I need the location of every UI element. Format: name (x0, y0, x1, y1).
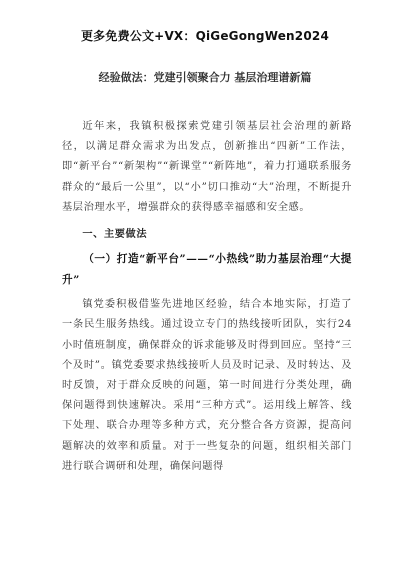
subsection-paragraph-new-platform: 镇党委积极借鉴先进地区经验，结合本地实际，打造了一条民生服务热线。通过设立专门的热线接听团队，实行24小时值班制度，确保群众的诉求能够及时得到回应。坚持“三个及时”。镇党委要求热线接听人员及时记录、及时转达、及时反馈，对于群众反映的问题，第一时间进行分类处理，确保问题得到快速解决。采用“三种方式”。运用线上解答、线下处理、联合办理等多种方式，充分整合各方资源，提高问题解决的效率和质量。对于一些复杂的问题，组织相关部门进行联合调研和处理，确保问题得 (62, 299, 352, 472)
section-heading-main-practices: 一、主要做法 (82, 228, 148, 241)
intro-paragraph: 近年来，我镇积极探索党建引领基层社会治理的新路径，以满足群众需求为出发点，创新推出“四新”工作法，即“新平台”“新架构”“新课堂”“新阵地”，着力打通联系服务群众的“最后一公里”，以“小”切口推动“大”治理，不断提升基层治理水平，增强群众的获得感幸福感和安全感。 (62, 121, 352, 213)
document-title: 经验做法：党建引领聚合力 基层治理谱新篇 (98, 71, 312, 84)
document-body (62, 117, 352, 477)
header-note: 更多免费公文+VX：QiGeGongWen2024 (80, 29, 329, 43)
subsection-heading-new-platform: （一）打造“新平台”——“小热线”助力基层治理“大提升” (62, 253, 352, 287)
